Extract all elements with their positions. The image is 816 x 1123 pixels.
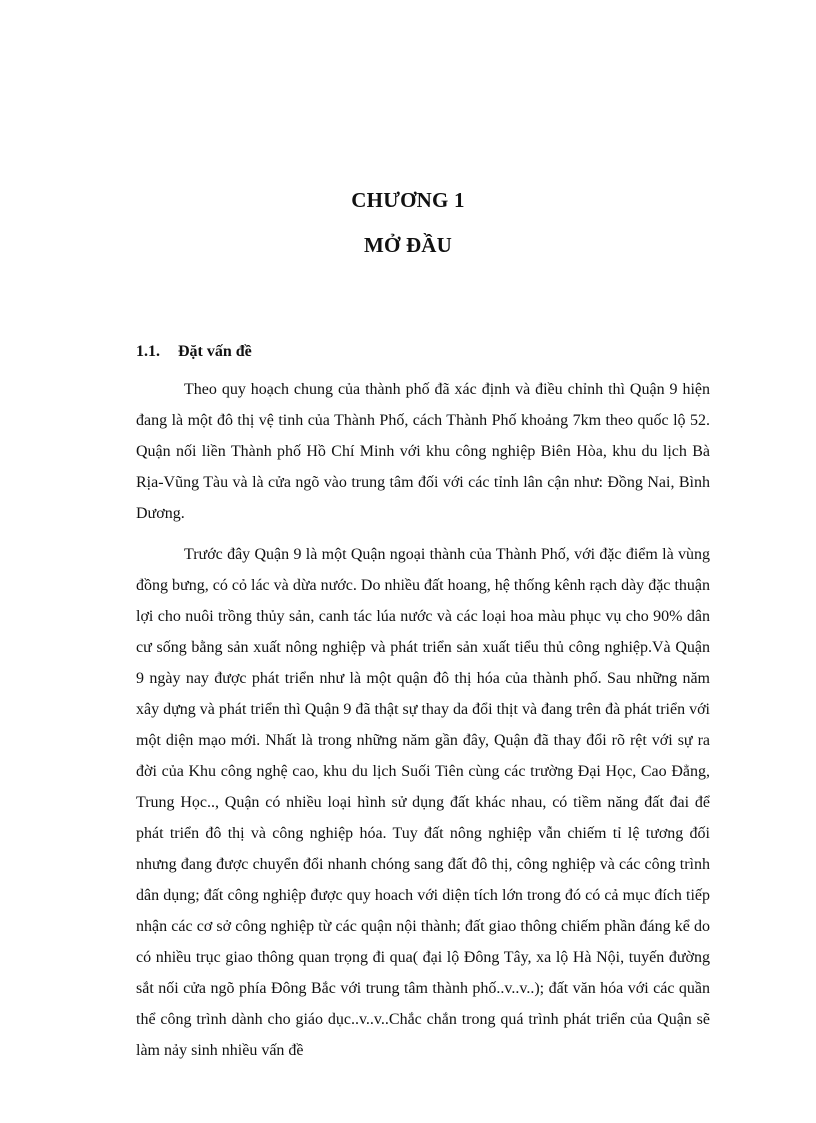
- section-heading: [136, 343, 252, 361]
- chapter-title: MỞ ĐẦU: [363, 233, 453, 257]
- paragraph-2: Trước đây Quận 9 là một Quận ngoại thành của Thành Phố, với đặc điểm là vùng đồng bưng, có cỏ lác và dừa nước. Do nhiều đất hoang, hệ thống kênh rạch dày đặc thuận lợi cho nuôi trồng thủy sản, canh tác lúa nước và các loại hoa màu phục vụ cho 90% dân cư sống bằng sản xuất nông nghiệp và phát triển sản xuất tiểu thủ công nghiệp.Và Quận 9 ngày nay được phát triển như là một quận đô thị hóa của thành phố. Sau những năm xây dựng và phát triển thì Quận 9 đã thật sự thay da đổi thịt và đang trên đà phát triển với một diện mạo mới. Nhất là trong những năm gần đây, Quận đã thay đổi rõ rệt với sự ra đời của Khu công nghệ cao, khu du lịch Suối Tiên cùng các trường Đại Học, Cao Đẳng, Trung Học.., Quận có nhiều loại hình sử dụng đất khác nhau, có tiềm năng đất đai để phát triển đô thị và công nghiệp hóa. Tuy đất nông nghiệp vẫn chiếm tỉ lệ tương đối nhưng đang được chuyển đổi nhanh chóng sang đất đô thị, công nghiệp và các công trình dân dụng; đất công nghiệp được quy hoach với diện tích lớn trong đó có cả mục đích tiếp nhận các cơ sở công nghiệp từ các quận nội thành; đất giao thông chiếm phần đáng kể do có nhiều trục giao thông quan trọng đi qua( đại lộ Đông Tây, xa lộ Hà Nội, tuyến đường sắt nối cửa ngõ phía Đông Bắc với trung tâm thành phố..v..v..); đất văn hóa với các quần thể công trình dành cho giáo dục..v..v..Chắc chắn trong quá trình phát triển của Quận sẽ làm nảy sinh nhiều vấn đề: [136, 546, 710, 1059]
- chapter-number: CHƯƠNG 1: [351, 188, 465, 212]
- paragraph-1: Theo quy hoạch chung của thành phố đã xác định và điều chỉnh thì Quận 9 hiện đang là một đô thị vệ tinh của Thành Phố, cách Thành Phố khoảng 7km theo quốc lộ 52. Quận nối liền Thành phố Hồ Chí Minh với khu công nghiệp Biên Hòa, khu du lịch Bà Rịa-Vũng Tàu và là cửa ngõ vào trung tâm đối với các tỉnh lân cận như: Đồng Nai, Bình Dương.: [136, 381, 710, 522]
- body-text: [136, 374, 710, 1076]
- section-number: 1.1.: [136, 343, 160, 360]
- section-title: Đặt vấn đề: [178, 343, 252, 360]
